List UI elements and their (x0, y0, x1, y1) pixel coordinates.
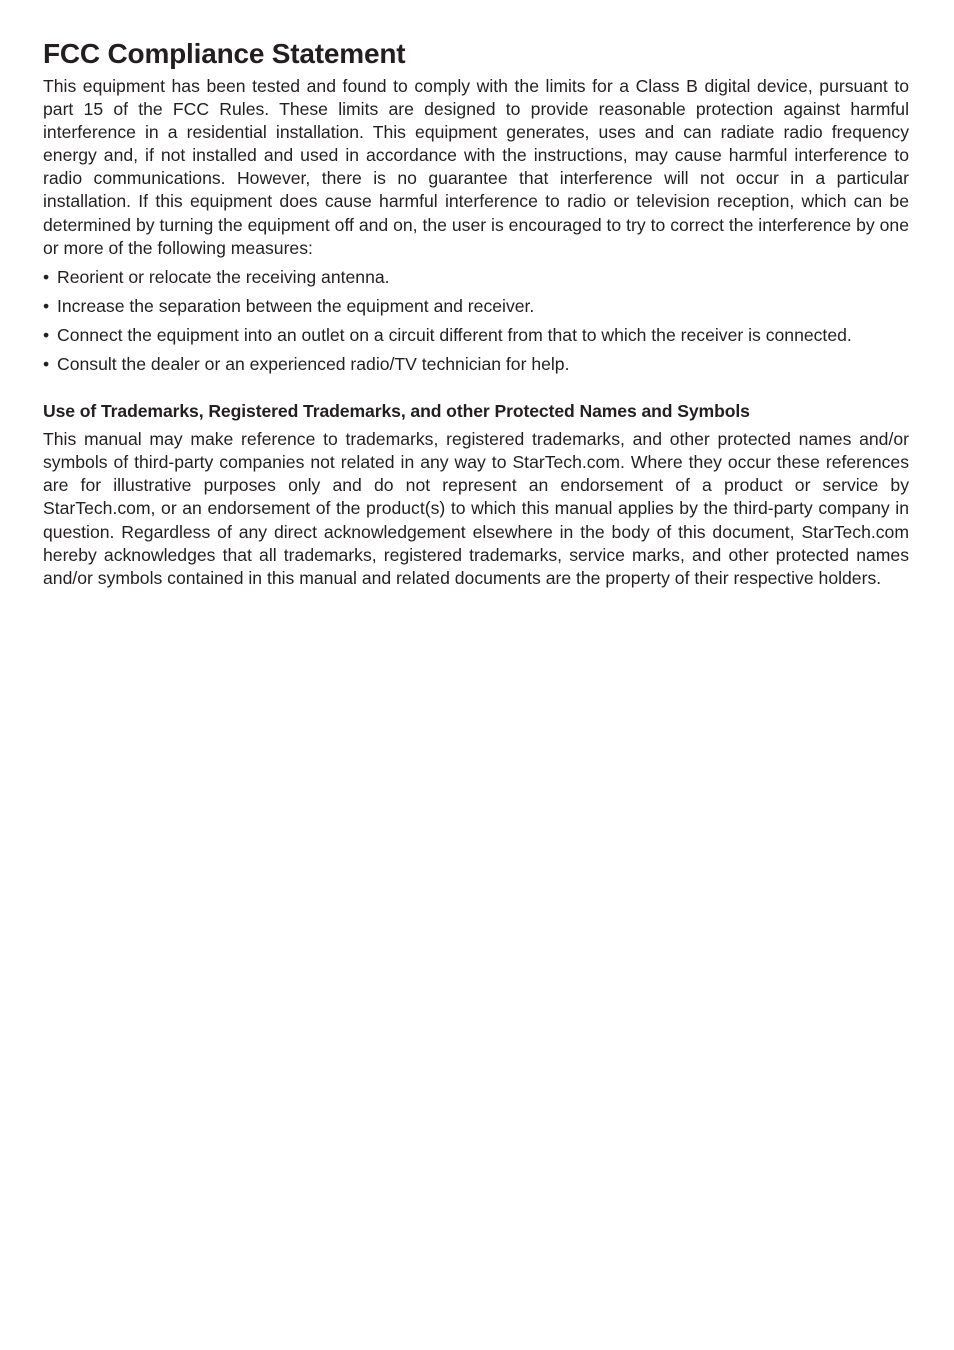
trademarks-heading: Use of Trademarks, Registered Trademarks, and other Protected Names and Symbols (43, 401, 750, 422)
trademarks-paragraph: This manual may make reference to trademarks, registered trademarks, and other protected names and/or symbols of third-party companies not related in any way to StarTech.com. Where they occur these references are for illustrative purposes only and do not represent an endorsement of a product or service by StarTech.com, or an endorsement of the product(s) to which this manual applies by the third-party company in question. Regardless of any direct acknowledgement elsewhere in the body of this document, StarTech.com hereby acknowledges that all trademarks, registered trademarks, service marks, and other protected names and/or symbols contained in this manual and related documents are the property of their respective holders. (43, 429, 909, 588)
list-item (43, 353, 909, 376)
bullet-icon: • (43, 266, 50, 287)
fcc-intro-paragraph: This equipment has been tested and found to comply with the limits for a Class B digital device, pursuant to part 15 of the FCC Rules. These limits are designed to provide reasonable protection against harmful interference in a residential installation. This equipment generates, uses and can radiate radio frequency energy and, if not installed and used in accordance with the instructions, may cause harmful interference to radio communications. However, there is no guarantee that interference will not occur in a particular installation. If this equipment does cause harmful interference to radio or television reception, which can be determined by turning the equipment off and on, the user is encouraged to try to correct the interference by one or more of the following measures: (43, 76, 909, 258)
bullet-icon: • (43, 354, 50, 375)
fcc-title: FCC Compliance Statement (43, 38, 406, 69)
measure-text: Connect the equipment into an outlet on a circuit different from that to which the receiver is connected. (57, 324, 852, 345)
bullet-icon: • (43, 324, 50, 345)
list-item (43, 266, 909, 289)
list-item (43, 324, 909, 347)
list-item (43, 295, 909, 318)
measure-text: Reorient or relocate the receiving antenna. (57, 266, 390, 287)
fcc-measures-list (43, 266, 909, 376)
document-page (43, 36, 909, 590)
measure-text: Increase the separation between the equipment and receiver. (57, 295, 535, 316)
bullet-icon: • (43, 295, 50, 316)
measure-text: Consult the dealer or an experienced radio/TV technician for help. (57, 354, 570, 375)
